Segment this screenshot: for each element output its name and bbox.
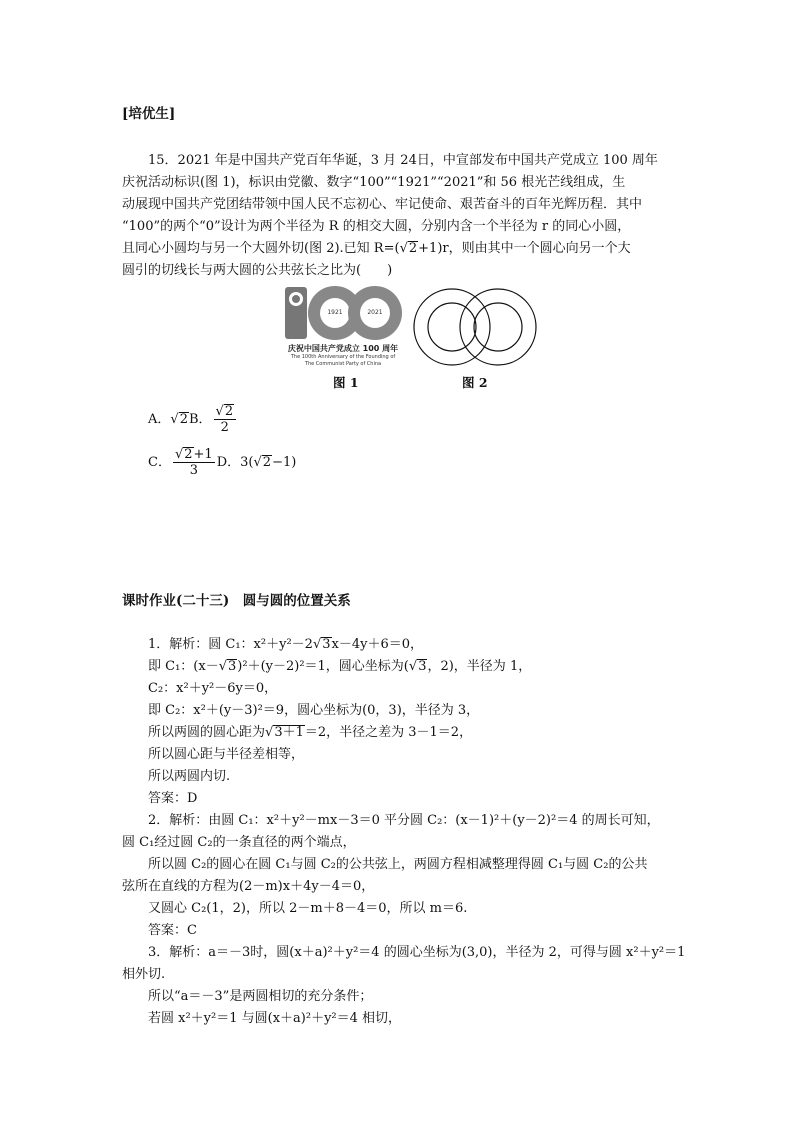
problem-line: “100”的两个“0”设计为两个半径为 R 的相交大圆，分别内含一个半径为 r 的同心小圆，: [122, 219, 631, 234]
text-segment: 即 C₁：(x－: [148, 659, 219, 674]
section-heading: [培优生]: [122, 106, 176, 122]
option-c-label: C．: [148, 455, 171, 470]
option-c-denominator: 3: [189, 463, 198, 478]
figure1-caption: 图 1: [333, 375, 359, 390]
answer-line: 答案：C: [148, 923, 197, 938]
sqrt-symbol: √: [215, 404, 224, 419]
solution-line: [148, 637, 423, 653]
solution-line: 所以圆心距与半径差相等，: [148, 747, 305, 762]
text-segment: 1．解析：圆 C₁：x²＋y²－2: [148, 637, 313, 652]
logo-caption-en-2: The Communist Party of China: [304, 361, 382, 367]
anniversary-logo: [283, 283, 403, 371]
option-d-label: D．3(: [216, 455, 254, 470]
option-c-num-radicand: 2: [184, 447, 193, 462]
problem-line: 动展现中国共产党团结带领中国人民不忘初心、牢记使命、艰苦奋斗的百年光辉历程．其中: [122, 197, 643, 212]
sqrt-symbol: √: [218, 659, 227, 674]
option-b-label: B．: [188, 412, 212, 427]
sqrt-symbol: √: [170, 412, 179, 427]
solution-line: 弦所在直线的方程为(2－m)x＋4y－4＝0，: [122, 879, 375, 894]
solution-line: 相外切.: [122, 967, 166, 982]
option-b-denominator: 2: [220, 420, 229, 435]
solution-line: 圆 C₁经过圆 C₂的一条直径的两个端点，: [122, 835, 356, 850]
option-c-num-post: +1: [193, 447, 213, 462]
problem-line: [122, 241, 631, 257]
solution-line: 若圆 x²＋y²＝1 与圆(x＋a)²＋y²＝4 相切，: [148, 1011, 402, 1026]
sqrt-symbol: √: [408, 659, 418, 674]
sqrt-symbol: √: [399, 241, 408, 256]
option-d-post: −1): [272, 455, 297, 470]
sqrt-symbol: √: [265, 725, 274, 740]
circles-diagram: [412, 287, 538, 367]
solution-line: 又圆心 C₂(1，2)，所以 2－m＋8－4＝0，所以 m＝6.: [148, 901, 468, 916]
solution-line: [148, 725, 472, 741]
options-row-ab: [148, 403, 238, 437]
option-c-fraction: [173, 447, 215, 478]
text-segment: 所以两圆的圆心距为: [148, 725, 266, 740]
solution-line: 所以圆 C₂的圆心在圆 C₁与圆 C₂的公共弦上，两圆方程相减整理得圆 C₁与圆 C₂的公共: [148, 857, 648, 872]
logo-caption-cn: 庆祝中国共产党成立 100 周年: [287, 344, 399, 353]
text-segment: )²＋(y－2)²＝1，圆心坐标为(: [237, 659, 409, 674]
option-b-num-radicand: 2: [224, 404, 234, 419]
problem-line: 15．2021 年是中国共产党百年华诞，3 月 24日，中宣部发布中国共产党成立 100 周年: [148, 153, 658, 168]
text-segment: ，2)，半径为 1，: [427, 659, 532, 674]
problem-line: 圆引的切线长与两大圆的公共弦长之比为( ): [122, 263, 393, 278]
figure2-caption: 图 2: [462, 375, 488, 390]
sqrt-symbol: √: [312, 637, 322, 652]
sqrt-radicand: 3: [322, 637, 331, 652]
solution-line: 即 C₂：x²＋(y－3)²＝9，圆心坐标为(0，3)，半径为 3，: [148, 703, 480, 718]
text-segment: +1)r，则由其中一个圆心向另一个大: [418, 241, 631, 256]
logo-year-left: 1921: [327, 309, 343, 316]
solution-line: 2．解析：由圆 C₁：x²＋y²－mx－3＝0 平分圆 C₂：(x－1)²＋(y－2)²＝4 的周长可知，: [148, 813, 660, 828]
solution-line: C₂：x²＋y²－6y＝0，: [148, 681, 278, 696]
solution-line: [148, 659, 531, 675]
problem-line: 庆祝活动标识(图 1)，标识由党徽、数字“100”“1921”“2021”和 56 根光芒线组成，生: [122, 175, 626, 190]
option-a-label: A．: [148, 412, 171, 427]
option-a-radicand: 2: [179, 412, 188, 427]
text-segment: ＝2，半径之差为 3－1＝2，: [304, 725, 473, 740]
solution-line: 所以两圆内切.: [148, 769, 231, 784]
text-segment: 且同心小圆均与另一个大圆外切(图 2).已知 R=(: [122, 241, 400, 256]
solution-line: 所以“a＝－3”是两圆相切的充分条件；: [148, 989, 373, 1004]
sqrt-radicand: 3: [228, 659, 237, 674]
solution-line: 3．解析：a＝－3时，圆(x＋a)²＋y²＝4 的圆心坐标为(3,0)，半径为 2，可得与圆 x²＋y²＝1: [148, 945, 686, 960]
options-row-cd: [148, 446, 296, 480]
logo-year-right: 2021: [367, 309, 383, 316]
option-d-radicand: 2: [262, 455, 272, 470]
logo-caption-en-1: The 100th Anniversary of the Founding of: [290, 354, 396, 360]
sqrt-radicand: 3: [418, 659, 427, 674]
option-b-fraction: [214, 404, 237, 435]
sqrt-radicand: 2: [408, 241, 418, 256]
answer-line: 答案：D: [148, 791, 198, 806]
sqrt-symbol: √: [253, 455, 262, 470]
homework-title: 课时作业(二十三) 圆与圆的位置关系: [122, 593, 351, 609]
sqrt-symbol: √: [174, 447, 184, 462]
sqrt-radicand: 3＋1: [274, 725, 304, 740]
intersecting-circles-figure: [412, 287, 538, 371]
text-segment: x－4y＋6＝0，: [331, 637, 424, 652]
